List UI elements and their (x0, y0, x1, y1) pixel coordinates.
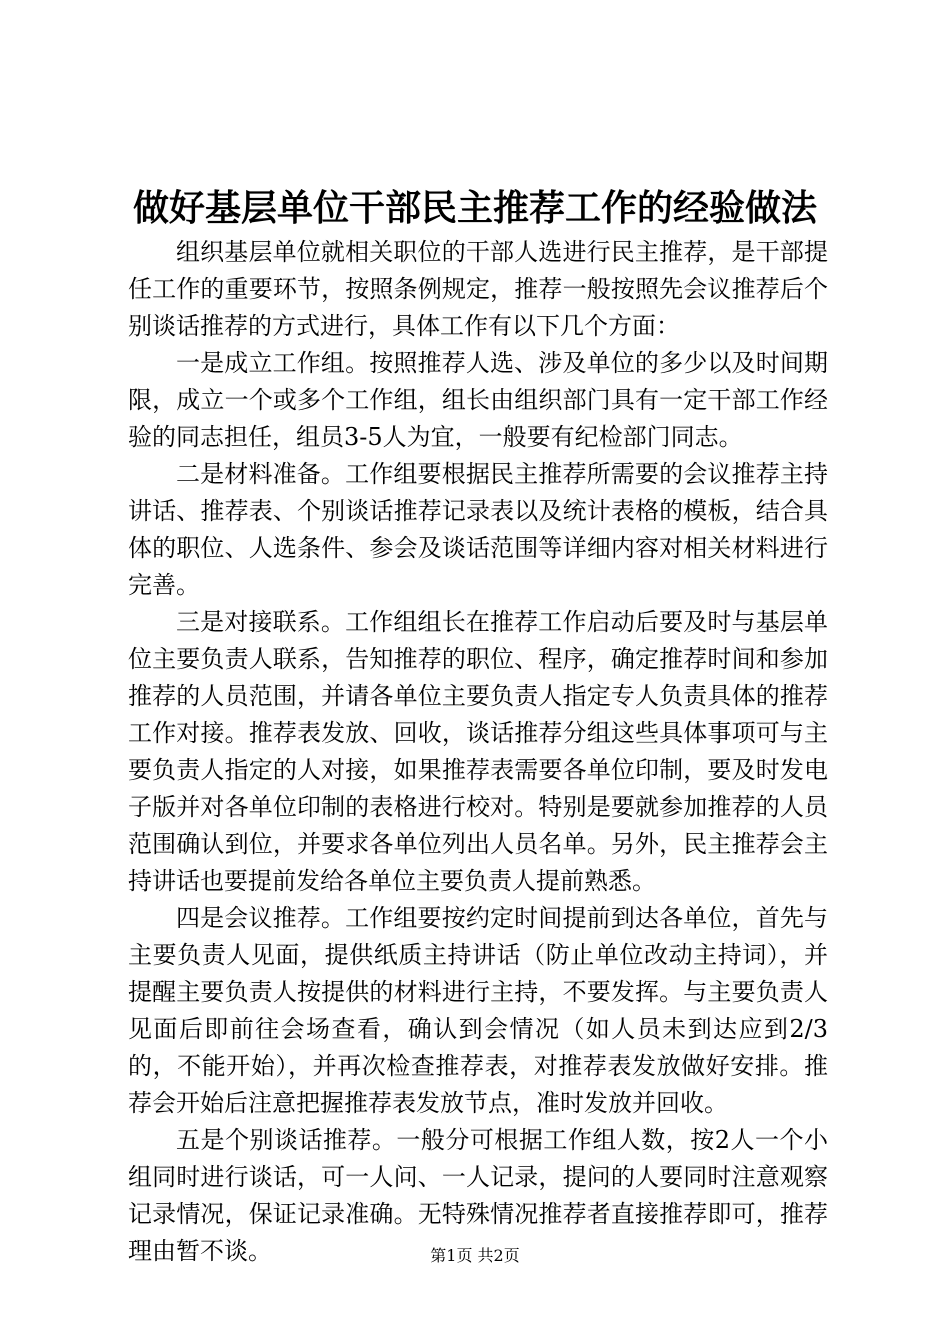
page-number-footer: 第1页 共2页 (430, 1246, 520, 1265)
document-body (128, 234, 828, 1270)
paragraph-meeting: 四是会议推荐。工作组要按约定时间提前到达各单位，首先与主要负责人见面，提供纸质主持讲话（防止单位改动主持词），并提醒主要负责人按提供的材料进行主持，不要发挥。与主要负责人见面后即前往会场查看，确认到会情况（如人员未到达应到2/3的，不能开始），并再次检查推荐表，对推荐表发放做好安排。推荐会开始后注意把握推荐表发放节点，准时发放并回收。 (128, 904, 828, 1117)
document-title: 做好基层单位干部民主推荐工作的经验做法 (132, 187, 817, 229)
paragraph-liaison: 三是对接联系。工作组组长在推荐工作启动后要及时与基层单位主要负责人联系，告知推荐的职位、程序，确定推荐时间和参加推荐的人员范围，并请各单位主要负责人指定专人负责具体的推荐工作对接。推荐表发放、回收，谈话推荐分组这些具体事项可与主要负责人指定的人对接，如果推荐表需要各单位印制，要及时发电子版并对各单位印制的表格进行校对。特别是要就参加推荐的人员范围确认到位，并要求各单位列出人员名单。另外，民主推荐会主持讲话也要提前发给各单位主要负责人提前熟悉。 (128, 608, 828, 895)
paragraph-working-group: 一是成立工作组。按照推荐人选、涉及单位的多少以及时间期限，成立一个或多个工作组，组长由组织部门具有一定干部工作经验的同志担任，组员3-5人为宜，一般要有纪检部门同志。 (128, 349, 828, 451)
paragraph-materials: 二是材料准备。工作组要根据民主推荐所需要的会议推荐主持讲话、推荐表、个别谈话推荐记录表以及统计表格的模板，结合具体的职位、人选条件、参会及谈话范围等详细内容对相关材料进行完善。 (128, 460, 828, 599)
paragraph-intro: 组织基层单位就相关职位的干部人选进行民主推荐，是干部提任工作的重要环节，按照条例规定，推荐一般按照先会议推荐后个别谈话推荐的方式进行，具体工作有以下几个方面： (128, 238, 828, 340)
paragraph-interviews: 五是个别谈话推荐。一般分可根据工作组人数，按2人一个小组同时进行谈话，可一人问、一人记录，提问的人要同时注意观察记录情况，保证记录准确。无特殊情况推荐者直接推荐即可，推荐理由暂不谈。 (128, 1126, 828, 1265)
